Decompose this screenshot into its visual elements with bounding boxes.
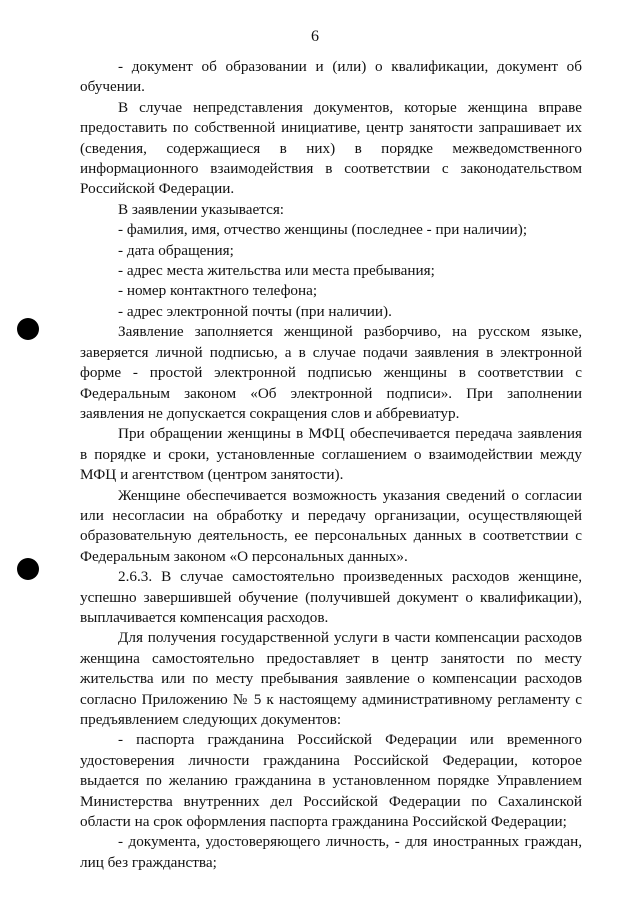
paragraph-section-2-6-3: 2.6.3. В случае самостоятельно произведенных расходов женщине, успешно завершившей обучение (получившей документ о квалификации), выплачивается компенсация расходов. — [80, 568, 582, 626]
paragraph-filling-rules: Заявление заполняется женщиной разборчиво, на русском языке, заверяется личной подписью, а в случае подачи заявления в электронной форме - простой электронной подписью женщины в соответствии с Федеральным законом «Об электронной подписи». При заполнении заявления не допускается сокращения слов и аббревиатур. — [80, 323, 582, 422]
paragraph-mfc: При обращении женщины в МФЦ обеспечивается передача заявления в порядке и сроки, установленные соглашением о взаимодействии между МФЦ и агентством (центром занятости). — [80, 425, 582, 484]
paragraph-consent: Женщине обеспечивается возможность указания сведений о согласии или несогласии на обработку и передачу организации, осуществляющей образовательную деятельность, ее персональных данных в соответствии с Федеральным законом «О персональных данных». — [80, 486, 582, 565]
document-body — [80, 57, 582, 873]
list-item-email: - адрес электронной почты (при наличии). — [118, 302, 392, 320]
paragraph-application-contents: В заявлении указывается: — [118, 200, 285, 218]
punch-hole-mark — [17, 318, 39, 340]
paragraph-nonsubmission: В случае непредставления документов, которые женщина вправе предоставить по собственной инициативе, центр занятости запрашивает их (сведения, содержащиеся в них) в порядке межведомственного информационного взаимодействия в соответствии с законодательством Российской Федерации. — [80, 98, 582, 198]
list-item-address: - адрес места жительства или места пребывания; — [118, 262, 435, 280]
paragraph-document-education: - документ об образовании и (или) о квалификации, документ об обучении. — [80, 58, 582, 96]
punch-hole-mark — [17, 558, 39, 580]
paragraph-compensation: Для получения государственной услуги в части компенсации расходов женщина самостоятельно предоставляет в центр занятости по месту жительства или по месту пребывания заявление о компенсации расходов согласно Приложению № 5 к настоящему административному регламенту с предъявлением следующих документов: — [80, 629, 582, 728]
page-number: 6 — [311, 28, 319, 45]
list-item-identity-document: - документа, удостоверяющего личность, - для иностранных граждан, лиц без гражданства; — [80, 833, 582, 871]
list-item-passport: - паспорта гражданина Российской Федерации или временного удостоверения личности гражданина Российской Федерации, которое выдается по желанию гражданина в установленном порядке Управлением Министерства внутренних дел Российской Федерации по Сахалинской области на срок оформления паспорта гражданина Российской Федерации; — [80, 731, 582, 831]
list-item-phone: - номер контактного телефона; — [118, 282, 318, 300]
list-item-full-name: - фамилия, имя, отчество женщины (последнее - при наличии); — [118, 221, 528, 239]
list-item-date: - дата обращения; — [118, 241, 234, 259]
